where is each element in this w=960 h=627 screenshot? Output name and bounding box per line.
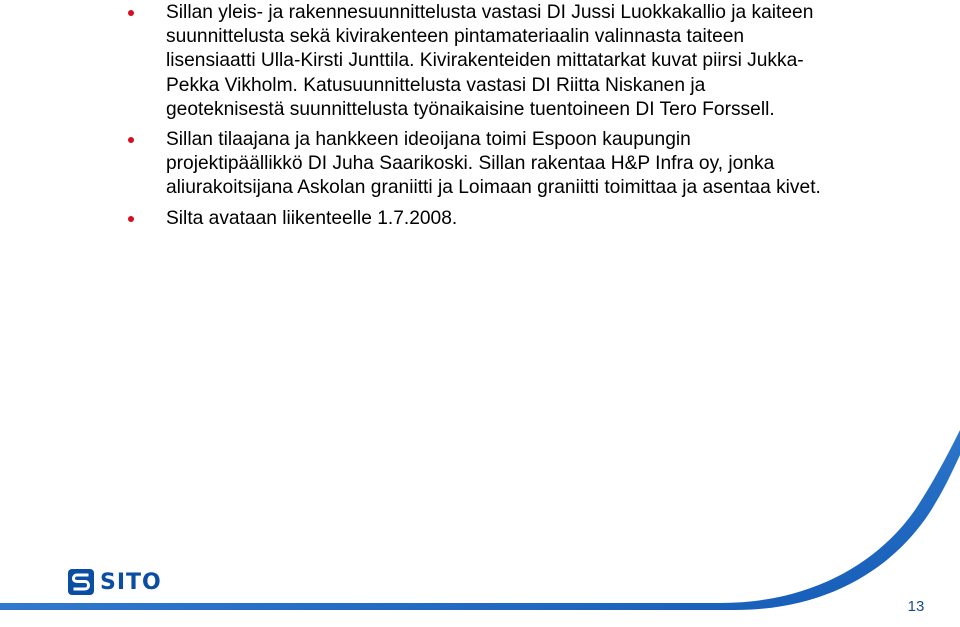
bullet-text: Sillan yleis- ja rakennesuunnittelusta vastasi DI Jussi Luokkakallio ja kaiteen suunnittelusta sekä kivirakenteen pintamateriaalin valinnasta taiteen lisensiaatti Ulla-Kirsti Junttila. Kivirakenteiden mittatarkat kuvat piirsi Jukka-Pekka Vikholm. Katusuunnittelusta vastasi DI Riitta Niskanen ja geoteknisestä suunnittelusta työnaikaisine tuentoineen DI Tero Forssell. xyxy=(166,2,814,120)
sito-logo-wordmark: SITO xyxy=(100,569,162,595)
page-number: 13 xyxy=(907,598,925,615)
sito-logo xyxy=(68,567,162,597)
bullet-text: Sillan tilaajana ja hankkeen ideoijana toimi Espoon kaupungin projektipäällikkö DI Juha Saarikoski. Sillan rakentaa H&P Infra oy, jonka aliurakoitsijana Askolan graniitti ja Loimaan graniitti toimittaa ja asentaa kivet. xyxy=(166,129,821,199)
footer-swoosh-shape xyxy=(0,430,960,627)
sito-logo-icon xyxy=(68,569,94,595)
bullet-text: Silta avataan liikenteelle 1.7.2008. xyxy=(166,207,458,229)
footer-swoosh-inner xyxy=(0,455,960,627)
